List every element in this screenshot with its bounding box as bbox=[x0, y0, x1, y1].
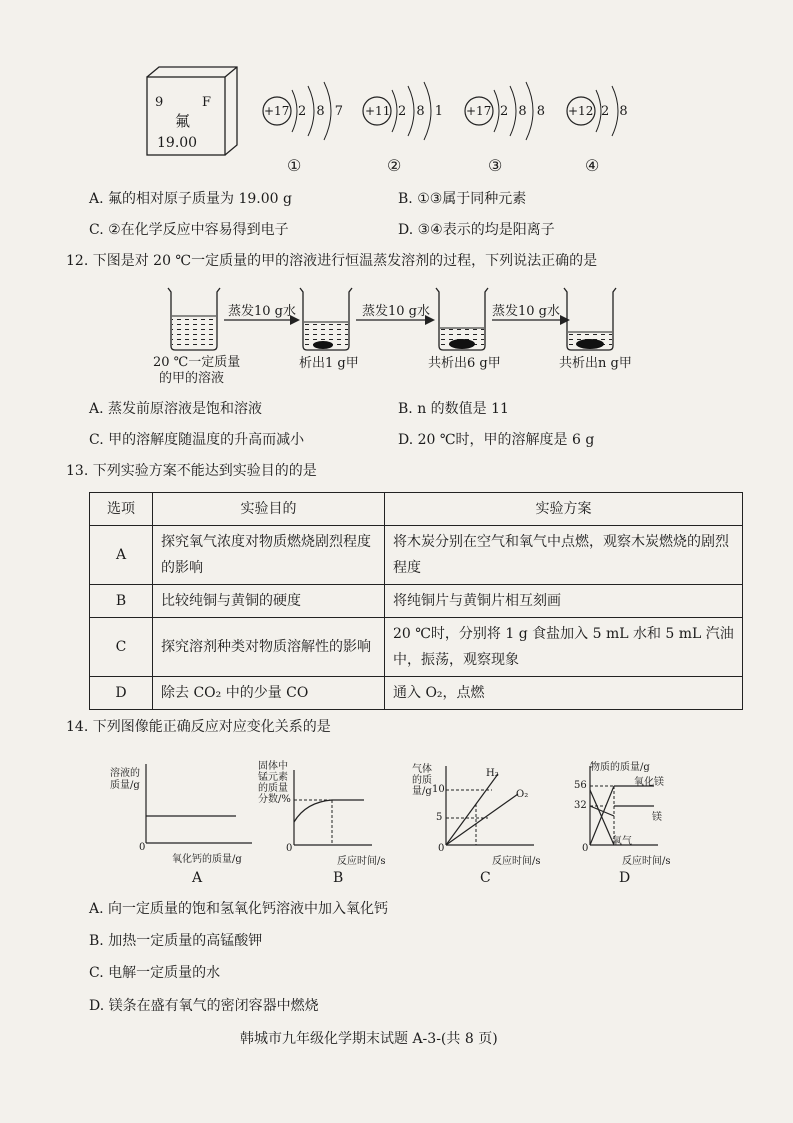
atom-3-nucleus: +17 bbox=[466, 104, 492, 118]
q14-option-a[interactable]: A. 向一定质量的饱和氢氧化钙溶液中加入氧化钙 bbox=[89, 901, 389, 917]
atom-4-label: ④ bbox=[585, 156, 600, 175]
row-option: D bbox=[90, 677, 153, 710]
beaker-label-3: 共析出6 g甲 bbox=[428, 356, 501, 371]
experiment-table bbox=[89, 492, 743, 710]
graph-b-ylabel-2: 锰元素 bbox=[258, 772, 288, 783]
graph-c-series-h2: H₂ bbox=[486, 768, 499, 779]
q11-option-c[interactable]: C. ②在化学反应中容易得到电子 bbox=[89, 222, 289, 238]
graph-d-origin: 0 bbox=[582, 843, 589, 854]
atom-4-nucleus: +12 bbox=[568, 104, 594, 118]
beaker-label-4: 共析出n g甲 bbox=[559, 356, 632, 371]
graph-c-origin: 0 bbox=[438, 843, 445, 854]
beaker-label-1a: 20 ℃一定质量 bbox=[153, 355, 241, 370]
atomic-number: 9 bbox=[155, 95, 164, 110]
atom-1-electrons: 2 8 7 bbox=[298, 104, 347, 119]
page-footer: 韩城市九年级化学期末试题 A-3-(共 8 页) bbox=[240, 1031, 498, 1047]
q11-option-b[interactable]: B. ①③属于同种元素 bbox=[398, 191, 527, 207]
atom-2-electrons: 2 8 1 bbox=[398, 104, 447, 119]
element-name: 氟 bbox=[175, 112, 191, 130]
q13-stem: 13. 下列实验方案不能达到实验目的的是 bbox=[66, 463, 317, 479]
arrow-label-1: 蒸发10 g水 bbox=[228, 304, 296, 319]
table-header: 实验目的 bbox=[153, 493, 385, 526]
q12-option-d[interactable]: D. 20 ℃时，甲的溶解度是 6 g bbox=[398, 432, 595, 448]
atomic-mass: 19.00 bbox=[157, 135, 198, 151]
graph-d-letter: D bbox=[619, 870, 631, 886]
graph-a-origin: 0 bbox=[139, 842, 146, 853]
graph-c-ylabel-3: 量/g bbox=[412, 786, 432, 797]
table-row bbox=[90, 585, 743, 618]
q12-option-a[interactable]: A. 蒸发前原溶液是饱和溶液 bbox=[89, 401, 263, 417]
graph-b bbox=[288, 760, 378, 855]
table-header: 实验方案 bbox=[385, 493, 743, 526]
q12-option-b[interactable]: B. n 的数值是 11 bbox=[398, 401, 509, 417]
graph-c-xlabel: 反应时间/s bbox=[492, 856, 541, 867]
atom-1-label: ① bbox=[287, 156, 302, 175]
q14-option-b[interactable]: B. 加热一定质量的高锰酸钾 bbox=[89, 933, 263, 949]
table-header: 选项 bbox=[90, 493, 153, 526]
q14-option-c[interactable]: C. 电解一定质量的水 bbox=[89, 965, 221, 981]
graph-b-ylabel-3: 的质量 bbox=[258, 783, 288, 794]
graph-d-series-mgo: 氧化镁 bbox=[634, 777, 664, 788]
q14-stem: 14. 下列图像能正确反应对应变化关系的是 bbox=[66, 719, 331, 735]
row-plan: 将纯铜片与黄铜片相互刻画 bbox=[385, 585, 743, 618]
atom-3-label: ③ bbox=[488, 156, 503, 175]
row-goal: 比较纯铜与黄铜的硬度 bbox=[153, 585, 385, 618]
graph-c-ylabel-1: 气体 bbox=[412, 764, 432, 775]
graph-d-tick-32: 32 bbox=[574, 800, 587, 811]
row-option: A bbox=[90, 526, 153, 585]
graph-a-ylabel-2: 质量/g bbox=[110, 780, 140, 791]
element-symbol: F bbox=[202, 95, 212, 110]
atom-1-nucleus: +17 bbox=[264, 104, 290, 118]
beaker-label-2: 析出1 g甲 bbox=[299, 356, 359, 371]
graph-c-tick-5: 5 bbox=[436, 812, 443, 823]
graph-a-xlabel: 氧化钙的质量/g bbox=[172, 854, 242, 865]
graph-d-series-mg: 镁 bbox=[652, 812, 662, 823]
table-row bbox=[90, 677, 743, 710]
row-option: B bbox=[90, 585, 153, 618]
arrow-label-2: 蒸发10 g水 bbox=[362, 304, 430, 319]
atom-3-electrons: 2 8 8 bbox=[500, 104, 549, 119]
graph-d-tick-56: 56 bbox=[574, 780, 587, 791]
arrow-label-3: 蒸发10 g水 bbox=[492, 304, 560, 319]
row-goal: 探究氧气浓度对物质燃烧剧烈程度的影响 bbox=[153, 526, 385, 585]
table-row bbox=[90, 618, 743, 677]
graph-b-xlabel: 反应时间/s bbox=[337, 856, 386, 867]
row-goal: 探究溶剂种类对物质溶解性的影响 bbox=[153, 618, 385, 677]
table-header-row bbox=[90, 493, 743, 526]
atom-2-label: ② bbox=[387, 156, 402, 175]
graph-d-series-o2: 氧气 bbox=[612, 836, 632, 847]
atom-2-nucleus: +11 bbox=[365, 104, 391, 118]
q14-option-d[interactable]: D. 镁条在盛有氧气的密闭容器中燃烧 bbox=[89, 998, 319, 1014]
graph-a-letter: A bbox=[192, 870, 203, 886]
q11-option-a[interactable]: A. 氟的相对原子质量为 19.00 g bbox=[89, 191, 292, 207]
q12-stem: 12. 下图是对 20 ℃一定质量的甲的溶液进行恒温蒸发溶剂的过程，下列说法正确的是 bbox=[66, 253, 598, 269]
q12-option-c[interactable]: C. 甲的溶解度随温度的升高而减小 bbox=[89, 432, 305, 448]
graph-b-origin: 0 bbox=[286, 843, 293, 854]
graph-a-ylabel-1: 溶液的 bbox=[110, 768, 140, 779]
table-row bbox=[90, 526, 743, 585]
beaker-label-1b: 的甲的溶液 bbox=[159, 371, 225, 386]
atom-4-electrons: 2 8 bbox=[601, 104, 631, 119]
graph-d-ylabel: 物质的质量/g bbox=[590, 762, 650, 773]
graph-b-letter: B bbox=[333, 870, 344, 886]
graph-c-tick-10: 10 bbox=[432, 784, 445, 795]
row-plan: 将木炭分别在空气和氧气中点燃，观察木炭燃烧的剧烈程度 bbox=[385, 526, 743, 585]
graph-b-ylabel-4: 分数/% bbox=[258, 794, 291, 805]
row-option: C bbox=[90, 618, 153, 677]
q11-option-d[interactable]: D. ③④表示的均是阳离子 bbox=[398, 222, 555, 238]
graph-c-ylabel-2: 的质 bbox=[412, 775, 432, 786]
graph-d-xlabel: 反应时间/s bbox=[622, 856, 671, 867]
row-plan: 通入 O₂，点燃 bbox=[385, 677, 743, 710]
graph-a bbox=[140, 758, 260, 853]
row-goal: 除去 CO₂ 中的少量 CO bbox=[153, 677, 385, 710]
graph-c-letter: C bbox=[480, 870, 491, 886]
graph-c-series-o2: O₂ bbox=[516, 789, 529, 800]
graph-b-ylabel-1: 固体中 bbox=[258, 761, 288, 772]
row-plan: 20 ℃时，分别将 1 g 食盐加入 5 mL 水和 5 mL 汽油中，振荡，观察现象 bbox=[385, 618, 743, 677]
